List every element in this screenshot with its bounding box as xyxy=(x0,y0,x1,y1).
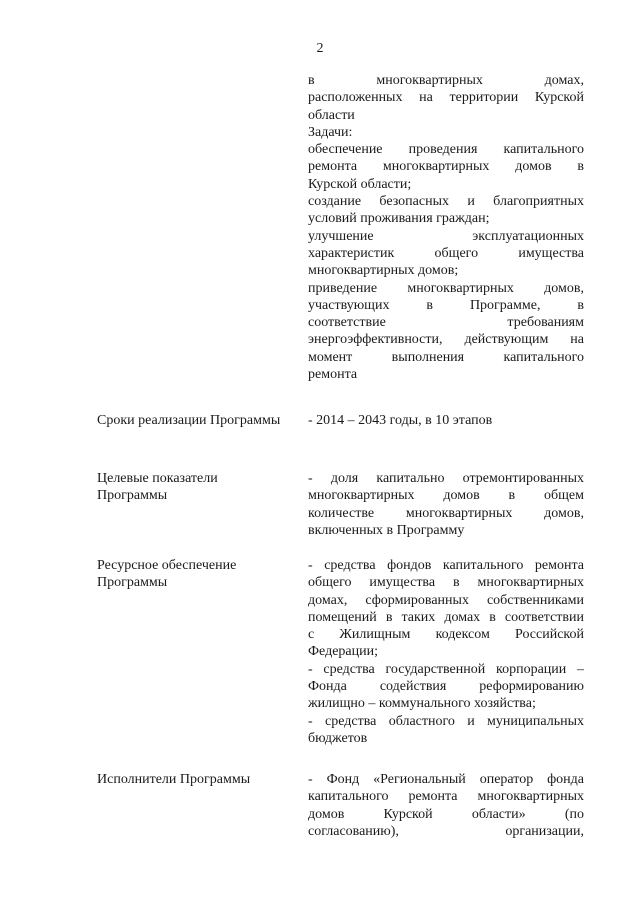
text-line: участвующих в Программе, в xyxy=(308,297,584,313)
value-line: многоквартирных домов в общем xyxy=(308,488,584,504)
value-line: жилищно – коммунального хозяйства; xyxy=(308,696,536,712)
label-line: Исполнители Программы xyxy=(97,772,251,787)
text-line: энергоэффективности, действующим на xyxy=(308,332,584,348)
text-line: расположенных на территории Курской xyxy=(308,90,584,106)
value-line: - 2014 – 2043 годы, в 10 этапов xyxy=(308,413,493,428)
value-line: общего имущества в многоквартирных xyxy=(308,575,584,591)
text-line: создание безопасных и благоприятных xyxy=(308,194,584,210)
text-line: ремонта xyxy=(308,367,358,383)
text-line: области xyxy=(308,107,355,123)
value-line: - средства областного и муниципальных xyxy=(308,713,584,729)
section-label-indicators xyxy=(97,470,297,505)
value-line: - доля капитально отремонтированных xyxy=(308,471,584,486)
label-line: Ресурсное обеспечение xyxy=(97,558,237,573)
text-line: соответствие требованиям xyxy=(308,315,584,331)
section-value-timeline xyxy=(308,412,584,429)
value-line: капитального ремонта многоквартирных xyxy=(308,789,584,805)
section-value-executors xyxy=(308,771,584,840)
value-line: - Фонд «Региональный оператор фонда xyxy=(308,772,584,787)
value-line: включенных в Программу xyxy=(308,522,465,538)
section-value-resources xyxy=(308,557,584,747)
text-line: в многоквартирных домах, xyxy=(308,73,584,88)
value-line: с Жилищным кодексом Российской xyxy=(308,627,584,643)
text-line: момент выполнения капитального xyxy=(308,349,584,365)
continued-goals-block xyxy=(308,72,584,383)
label-line: Сроки реализации Программы xyxy=(97,413,281,428)
value-line: Федерации; xyxy=(308,644,379,660)
value-line: - средства фондов капитального ремонта xyxy=(308,558,584,573)
value-line: - средства государственной корпорации – xyxy=(308,661,584,677)
value-line: помещений в таких домах в соответствии xyxy=(308,609,584,625)
label-line: Программы xyxy=(97,575,168,591)
text-line: ремонта многоквартирных домов в xyxy=(308,159,584,175)
text-line: Задачи: xyxy=(308,124,353,140)
value-line: Фонда содействия реформированию xyxy=(308,679,584,695)
label-line: Целевые показатели xyxy=(97,471,218,486)
text-line: Курской области; xyxy=(308,176,412,192)
value-line: домов Курской области» (по xyxy=(308,806,584,822)
text-line: обеспечение проведения капитального xyxy=(308,142,584,158)
label-line: Программы xyxy=(97,488,168,504)
value-line: согласованию), организации, xyxy=(308,823,584,839)
section-label-executors xyxy=(97,771,297,788)
value-line: количестве многоквартирных домов, xyxy=(308,505,584,521)
text-line: многоквартирных домов; xyxy=(308,263,459,279)
value-line: домах, сформированных собственниками xyxy=(308,592,584,608)
text-line: условий проживания граждан; xyxy=(308,211,490,227)
text-line: характеристик общего имущества xyxy=(308,245,584,261)
text-line: приведение многоквартирных домов, xyxy=(308,280,584,296)
page-number: 2 xyxy=(316,41,324,56)
section-value-indicators xyxy=(308,470,584,539)
section-label-resources xyxy=(97,557,297,592)
section-label-timeline xyxy=(97,412,297,429)
value-line: бюджетов xyxy=(308,730,368,746)
text-line: улучшение эксплуатационных xyxy=(308,228,584,244)
